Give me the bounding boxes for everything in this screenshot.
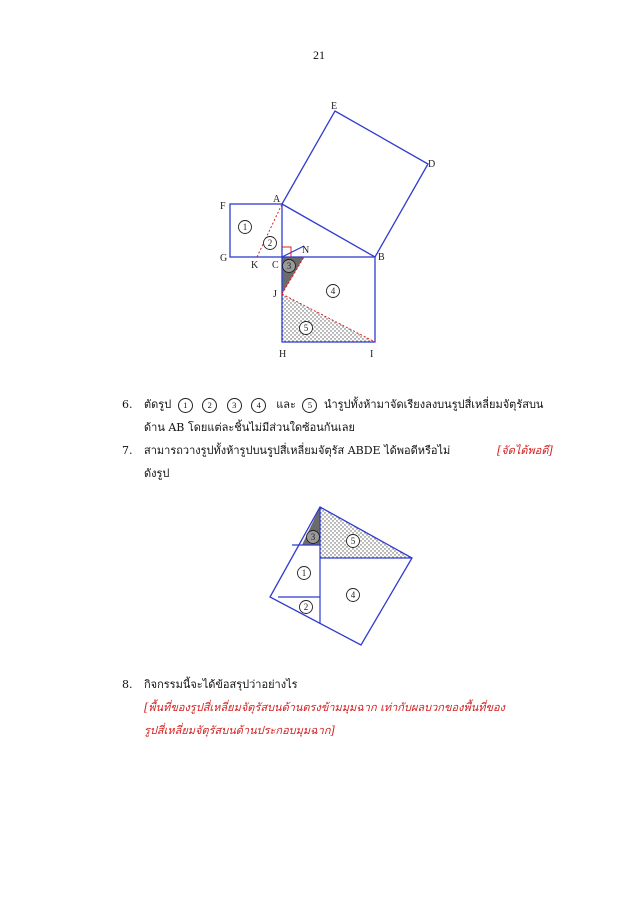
item-6-piece-1: 1 bbox=[178, 398, 193, 413]
pythagoras-figure-2 bbox=[270, 507, 412, 645]
fig2-piece-number-2: 2 bbox=[303, 602, 309, 612]
vertex-label-b: B bbox=[378, 252, 385, 263]
piece-number-3: 3 bbox=[286, 261, 292, 271]
figure-1-shapes bbox=[230, 111, 428, 342]
piece-number-5: 5 bbox=[303, 323, 309, 333]
item-6-line-2: ด้าน AB โดยแต่ละชิ้นไม่มีส่วนใดซ้อนกันเลย bbox=[144, 421, 355, 434]
fig2-piece-number-4: 4 bbox=[350, 590, 356, 600]
item-6-piece-4: 4 bbox=[251, 398, 266, 413]
item-7-line-2: ดังรูป bbox=[144, 467, 170, 480]
piece-number-4: 4 bbox=[330, 286, 336, 296]
vertex-label-a: A bbox=[273, 194, 281, 205]
vertex-label-g: G bbox=[220, 253, 228, 264]
piece-number-1: 1 bbox=[242, 222, 248, 232]
item-6-piece-2: 2 bbox=[202, 398, 217, 413]
item-8 bbox=[122, 675, 298, 695]
right-angle-mark bbox=[282, 247, 291, 257]
line-c-to-n bbox=[282, 246, 304, 257]
item-7-answer: [จัดได้พอดี] bbox=[497, 444, 553, 457]
piece-number-2: 2 bbox=[267, 238, 273, 248]
item-8-answer-line-1: [พื้นที่ของรูปสี่เหลี่ยมจัตุรัสบนด้านตรงข้ามมุมฉาก เท่ากับผลบวกของพื้นที่ของ bbox=[144, 701, 505, 714]
vertex-label-f: F bbox=[220, 201, 226, 212]
vertex-label-d: D bbox=[428, 159, 436, 170]
item-7-number: 7. bbox=[122, 444, 133, 457]
item-6-number: 6. bbox=[122, 398, 133, 411]
vertex-label-i: I bbox=[370, 349, 374, 360]
vertex-label-k: K bbox=[251, 260, 259, 271]
vertex-label-j: J bbox=[273, 289, 277, 300]
vertex-label-e: E bbox=[331, 101, 338, 112]
vertex-label-n: N bbox=[302, 245, 310, 256]
item-6-text-start: ตัดรูป bbox=[144, 398, 172, 411]
item-6-and-word: และ bbox=[276, 398, 296, 411]
item-7-text: สามารถวางรูปทั้งห้ารูปบนรูปสี่เหลี่ยมจัตุรัส ABDE ได้พอดีหรือไม่ bbox=[144, 444, 451, 457]
item-6-text-end: นำรูปทั้งห้ามาจัดเรียงลงบนรูปสี่เหลี่ยมจัตุรัสบน bbox=[323, 398, 544, 411]
square-on-hypotenuse bbox=[282, 111, 428, 257]
square-on-short-leg bbox=[230, 204, 282, 257]
item-7 bbox=[122, 441, 450, 461]
item-8-question: กิจกรรมนี้จะได้ข้อสรุปว่าอย่างไร bbox=[144, 678, 298, 691]
item-8-answer-line-2: รูปสี่เหลี่ยมจัตุรัสบนด้านประกอบมุมฉาก] bbox=[144, 724, 335, 737]
item-6-piece-3: 3 bbox=[227, 398, 242, 413]
item-8-number: 8. bbox=[122, 678, 133, 691]
vertex-label-c: C bbox=[272, 260, 279, 271]
item-6-piece-5: 5 bbox=[302, 398, 317, 413]
item-6 bbox=[122, 395, 543, 415]
page-number: 21 bbox=[313, 48, 325, 62]
vertex-label-h: H bbox=[279, 349, 287, 360]
fig2-piece-number-5: 5 bbox=[350, 536, 356, 546]
fig2-piece-number-1: 1 bbox=[301, 568, 307, 578]
fig2-piece-number-3: 3 bbox=[310, 532, 316, 542]
